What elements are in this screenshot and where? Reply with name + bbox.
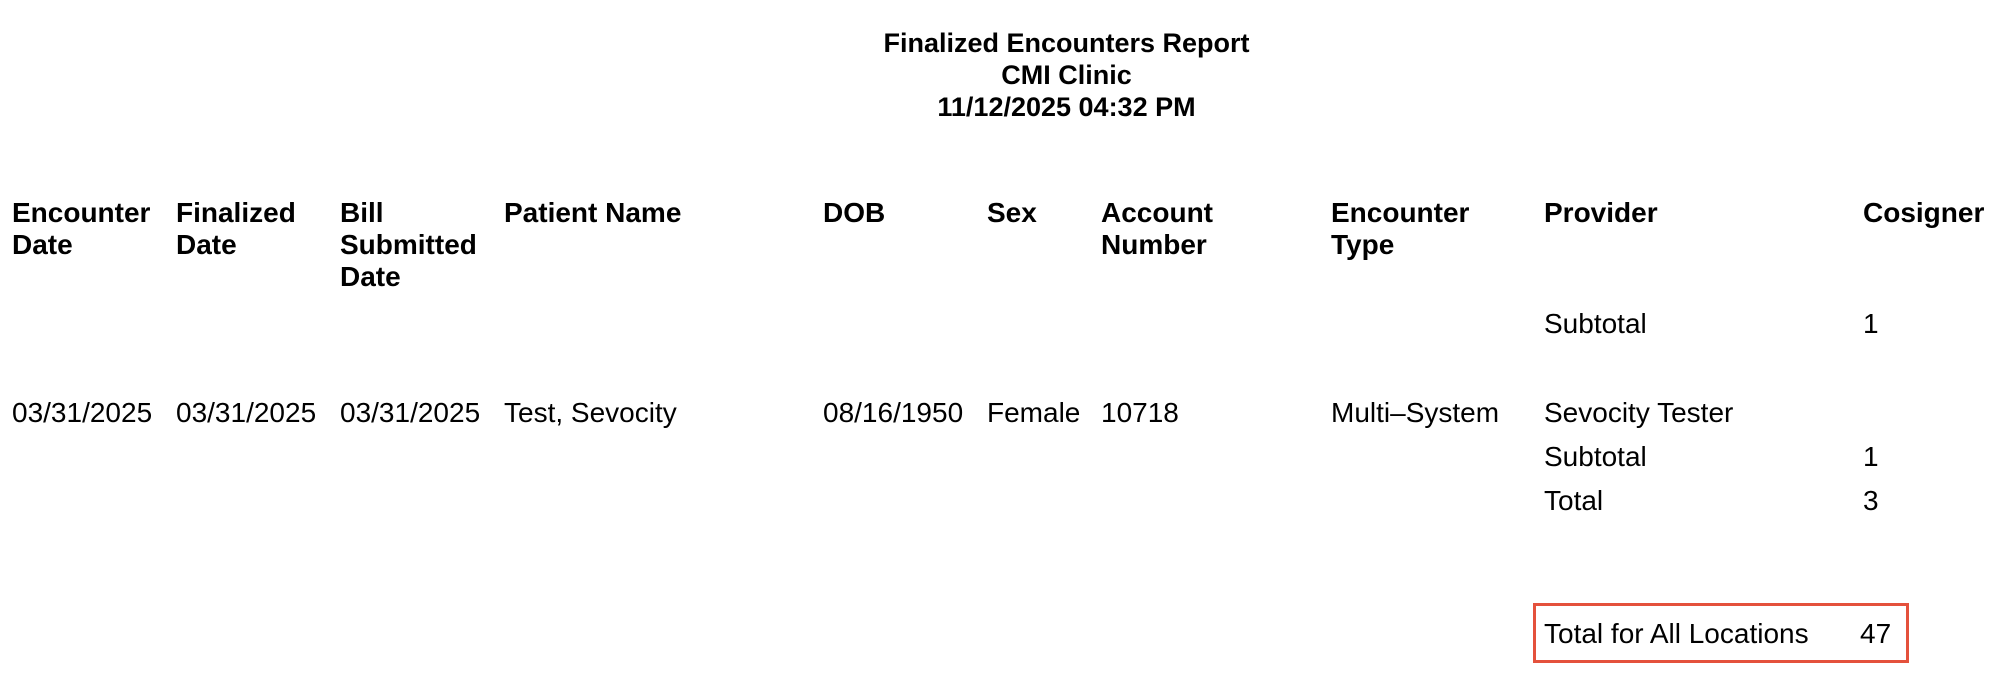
grand-total-value: 47 (1860, 618, 1892, 649)
location-total-value: 3 (1863, 485, 1879, 516)
second-subtotal-value: 1 (1863, 441, 1879, 472)
encounter-date-cell: 03/31/2025 (12, 397, 153, 428)
finalized-date-cell: 03/31/2025 (176, 397, 317, 428)
grand-total-label: Total for All Locations (1544, 618, 1809, 649)
report-title: Finalized Encounters Report (883, 28, 1250, 58)
column-header-dob: DOB (823, 197, 886, 228)
encounter-type-cell: Multi–System (1331, 397, 1500, 428)
column-header-sex: Sex (987, 197, 1037, 228)
column-header-encounter-type: Encounter Type (1331, 197, 1470, 260)
column-header-cosigner: Cosigner (1863, 197, 1985, 228)
provider-cell: Sevocity Tester (1544, 397, 1734, 428)
second-subtotal-label: Subtotal (1544, 441, 1647, 472)
location-total-label: Total (1544, 485, 1604, 516)
account-number-cell: 10718 (1101, 397, 1179, 428)
report-header (0, 27, 1999, 123)
report-generated-datetime: 11/12/2025 04:32 PM (937, 92, 1196, 122)
column-header-bill-submitted-date: Bill Submitted Date (340, 197, 477, 292)
column-header-patient-name: Patient Name (504, 197, 682, 228)
patient-name-cell: Test, Sevocity (504, 397, 677, 428)
bill-submitted-date-cell: 03/31/2025 (340, 397, 481, 428)
column-header-finalized-date: Finalized Date (176, 197, 296, 260)
clinic-name: CMI Clinic (1001, 60, 1132, 90)
first-subtotal-value: 1 (1863, 308, 1879, 339)
column-header-provider: Provider (1544, 197, 1658, 228)
dob-cell: 08/16/1950 (823, 397, 964, 428)
column-header-account-number: Account Number (1101, 197, 1213, 260)
column-header-encounter-date: Encounter Date (12, 197, 151, 260)
sex-cell: Female (987, 397, 1081, 428)
first-subtotal-label: Subtotal (1544, 308, 1647, 339)
